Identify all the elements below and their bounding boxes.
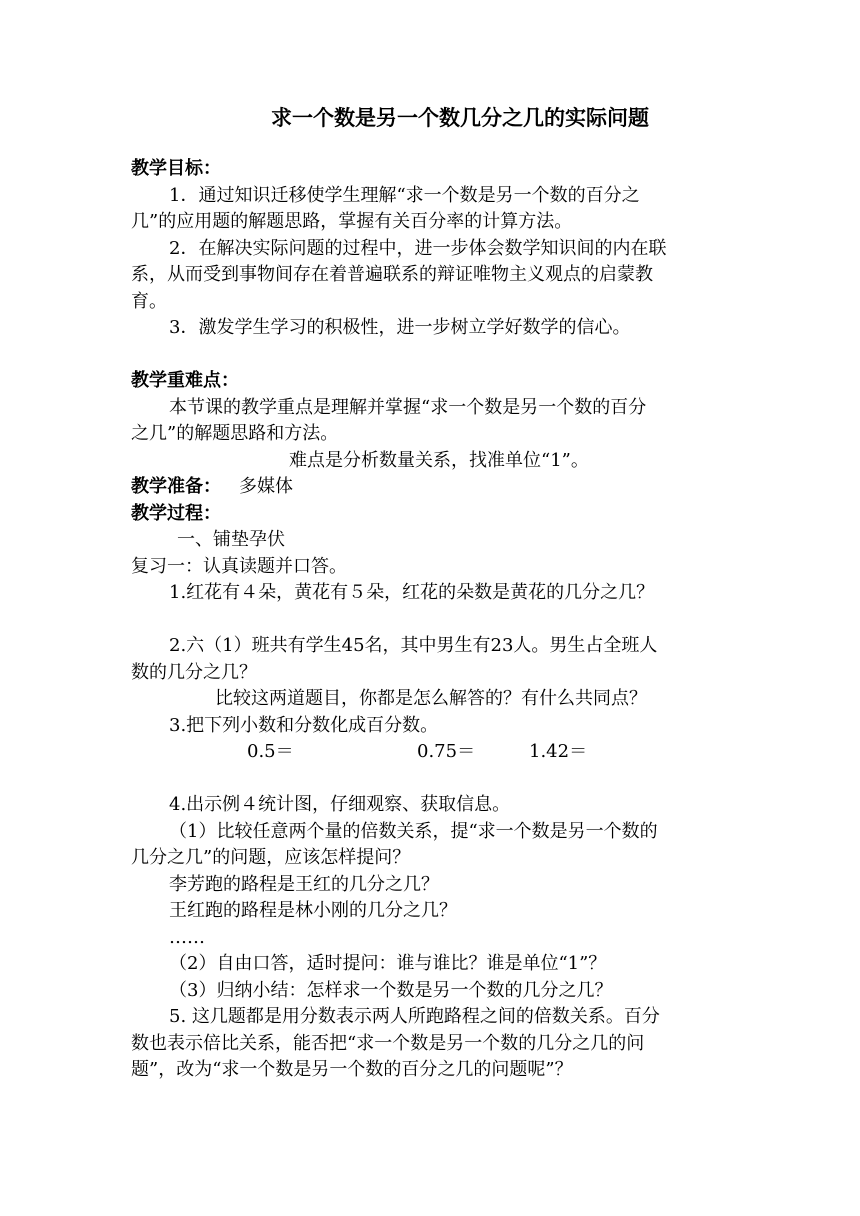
question-5-line-3: 题”，改为“求一个数是另一个数的百分之几的问题呢”？ <box>131 1059 573 1080</box>
example-ask-2: 王红跑的路程是林小刚的几分之几？ <box>169 900 457 921</box>
document-body <box>131 156 731 1084</box>
document-title: 求一个数是另一个数几分之几的实际问题 <box>271 105 649 130</box>
key-points-line-1: 本节课的教学重点是理解并掌握“求一个数是另一个数的百分 <box>169 396 647 418</box>
question-4-2: （2）自由口答，适时提问：谁与谁比？谁是单位“1”？ <box>169 953 607 974</box>
spacer <box>131 766 731 793</box>
compare-prompt: 比较这两道题目，你都是怎么解答的？有什么共同点？ <box>215 688 647 709</box>
goal-item-1-line-1: 1．通过知识迁移使学生理解“求一个数是另一个数的百分之 <box>169 184 640 206</box>
conversion-2: 0.75＝ <box>417 741 476 762</box>
question-5-line-1: 5. 这几题都是用分数表示两人所跑路程之间的倍数关系。百分 <box>169 1006 660 1027</box>
question-4-3: （3）归纳小结：怎样求一个数是另一个数的几分之几？ <box>169 979 613 1001</box>
question-1: 1.红花有４朵，黄花有５朵，红花的朵数是黄花的几分之几？ <box>169 582 655 603</box>
process-section-1: 一、铺垫孕伏 <box>177 529 285 550</box>
goal-item-2-line-2: 系，从而受到事物间存在着普遍联系的辩证唯物主义观点的启蒙教 <box>131 264 653 285</box>
goal-item-2-line-1: 2．在解决实际问题的过程中，进一步体会数学知识间的内在联 <box>169 237 667 259</box>
conversion-1: 0.5＝ <box>247 741 294 762</box>
goals-heading: 教学目标： <box>131 158 221 179</box>
process-heading: 教学过程： <box>131 502 221 524</box>
key-points-heading: 教学重难点： <box>131 370 239 391</box>
example-ask-1: 李芳跑的路程是王红的几分之几？ <box>169 873 439 895</box>
spacer <box>131 342 731 369</box>
question-3: 3.把下列小数和分数化成百分数。 <box>169 714 439 736</box>
conversion-3: 1.42＝ <box>529 741 588 762</box>
conversion-row <box>131 739 731 766</box>
question-5-line-2: 数也表示倍比关系，能否把“求一个数是另一个数的几分之几的问 <box>131 1032 645 1054</box>
question-2-line-1: 2.六（1）班共有学生45名，其中男生有23人。男生占全班人 <box>169 635 658 656</box>
question-4-1-line-2: 几分之几”的问题，应该怎样提问？ <box>131 847 411 868</box>
preparation-heading: 教学准备： <box>131 476 221 497</box>
question-2-line-2: 数的几分之几？ <box>131 661 257 683</box>
goal-item-1-line-2: 几”的应用题的解题思路，掌握有关百分率的计算方法。 <box>131 211 573 232</box>
review-1: 复习一：认真读题并口答。 <box>131 555 347 577</box>
key-points-line-2: 之几”的解题思路和方法。 <box>131 423 339 444</box>
goal-item-3: 3．激发学生学习的积极性，进一步树立学好数学的信心。 <box>169 317 631 338</box>
preparation-row <box>131 474 731 501</box>
preparation-value: 多媒体 <box>239 476 293 497</box>
question-4: 4.出示例４统计图，仔细观察、获取信息。 <box>169 794 511 815</box>
spacer <box>131 607 731 634</box>
ellipsis: …… <box>169 926 205 948</box>
key-points-line-3: 难点是分析数量关系，找准单位“1”。 <box>289 449 589 471</box>
question-4-1-line-1: （1）比较任意两个量的倍数关系，提“求一个数是另一个数的 <box>169 820 658 842</box>
goal-item-2-line-3: 育。 <box>131 290 167 312</box>
